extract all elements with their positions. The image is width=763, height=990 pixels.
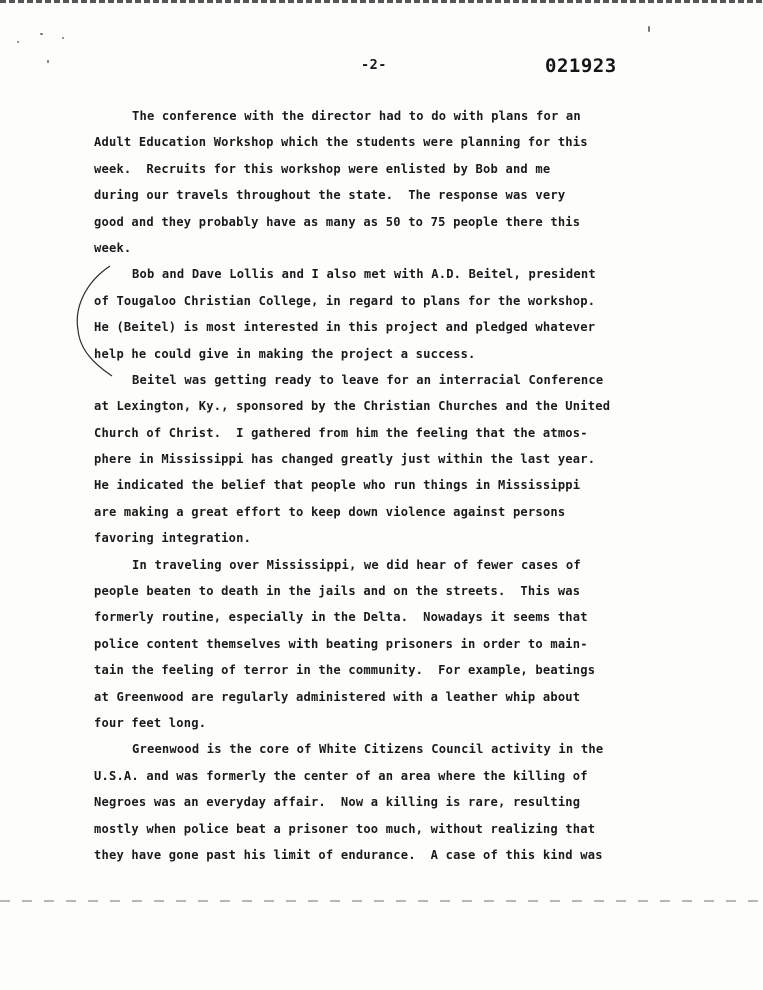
text-line: Negroes was an everyday affair. Now a killing is rare, resulting: [94, 795, 581, 810]
scan-speck: [62, 37, 64, 39]
paragraph-5: [94, 736, 694, 868]
text-line: tain the feeling of terror in the community. For example, beatings: [94, 663, 596, 678]
text-line: favoring integration.: [94, 531, 252, 546]
document-id: 021923: [545, 55, 617, 77]
scan-speck: [40, 33, 43, 35]
text-line: are making a great effort to keep down violence against persons: [94, 504, 566, 519]
text-line: week. Recruits for this workshop were enlisted by Bob and me: [94, 161, 551, 176]
text-line: Beitel was getting ready to leave for an interracial Conference: [132, 372, 604, 387]
text-line: people beaten to death in the jails and on the streets. This was: [94, 584, 581, 599]
text-line: Bob and Dave Lollis and I also met with A.D. Beitel, president: [132, 267, 596, 282]
text-line: He indicated the belief that people who run things in Mississippi: [94, 478, 581, 493]
scan-top-edge: [0, 0, 763, 3]
text-line: during our travels throughout the state. The response was very: [94, 188, 566, 203]
text-line: He (Beitel) is most interested in this project and pledged whatever: [94, 320, 596, 335]
text-line: police content themselves with beating prisoners in order to main-: [94, 636, 588, 651]
text-line: formerly routine, especially in the Delta. Nowadays it seems that: [94, 610, 588, 625]
scan-speck: [17, 41, 19, 43]
paragraph-1: [94, 103, 694, 261]
text-line: they have gone past his limit of endurance. A case of this kind was: [94, 847, 603, 862]
text-line: mostly when police beat a prisoner too much, without realizing that: [94, 821, 596, 836]
text-line: at Lexington, Ky., sponsored by the Christian Churches and the United: [94, 399, 611, 414]
text-line: four feet long.: [94, 715, 207, 730]
text-line: Adult Education Workshop which the students were planning for this: [94, 135, 588, 150]
text-line: good and they probably have as many as 50 to 75 people there this: [94, 214, 581, 229]
text-line: of Tougaloo Christian College, in regard to plans for the workshop.: [94, 293, 596, 308]
text-line: U.S.A. and was formerly the center of an area where the killing of: [94, 768, 588, 783]
text-line: The conference with the director had to do with plans for an: [132, 109, 581, 123]
text-line: week.: [94, 240, 132, 255]
scan-speck: [648, 26, 650, 32]
scan-bottom-edge: [0, 900, 763, 902]
paragraph-3: [94, 367, 694, 552]
text-line: phere in Mississippi has changed greatly just within the last year.: [94, 452, 596, 467]
text-line: In traveling over Mississippi, we did hear of fewer cases of: [132, 557, 581, 572]
text-line: Greenwood is the core of White Citizens Council activity in the: [132, 742, 604, 757]
document-body: [94, 103, 694, 868]
text-line: Church of Christ. I gathered from him the feeling that the atmos-: [94, 425, 588, 440]
paragraph-4: [94, 552, 694, 737]
text-line: help he could give in making the project a success.: [94, 346, 476, 361]
paragraph-2: [94, 261, 694, 367]
text-line: at Greenwood are regularly administered with a leather whip about: [94, 689, 581, 704]
scan-speck: [47, 60, 49, 63]
page-number: -2-: [361, 57, 387, 73]
